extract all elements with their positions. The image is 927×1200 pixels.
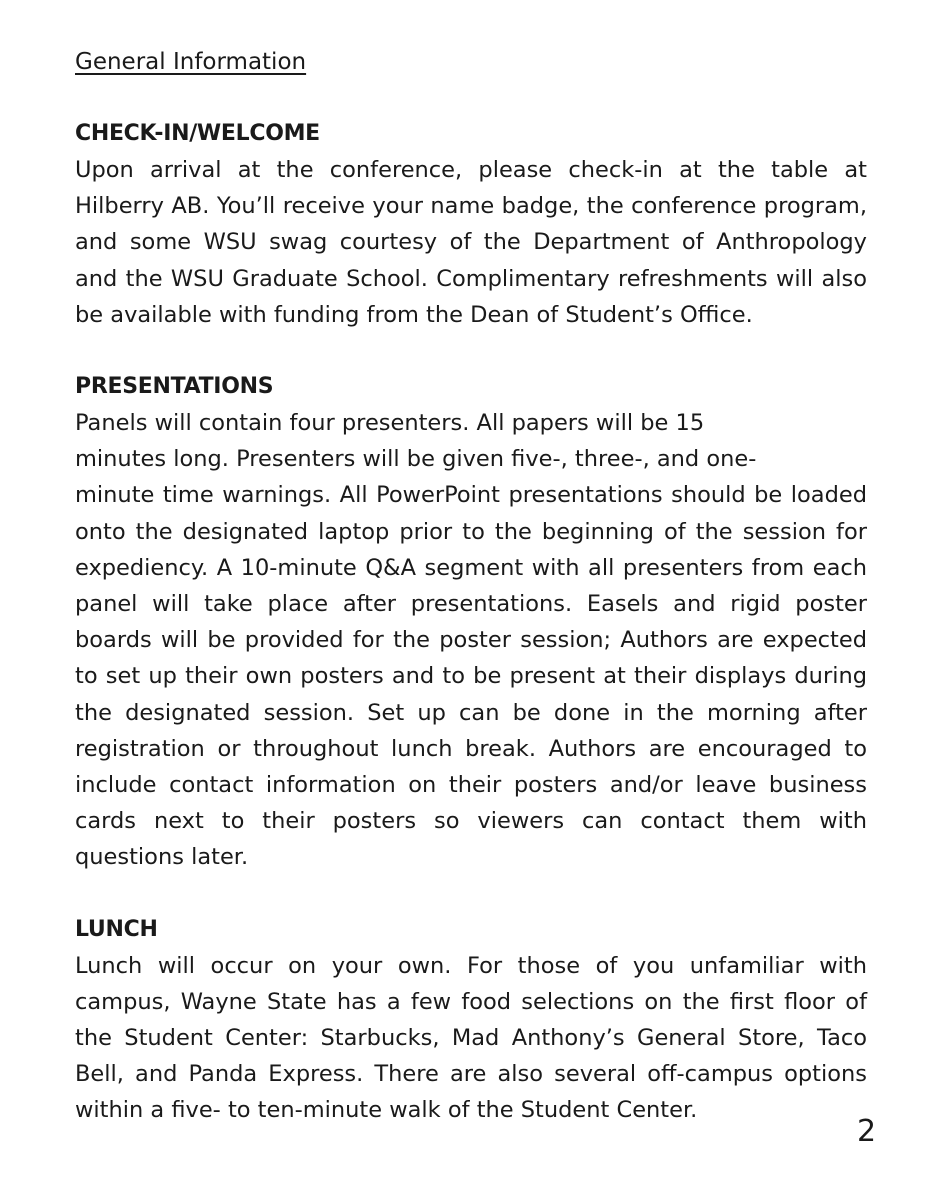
page-number: 2 bbox=[857, 1114, 877, 1149]
document-page bbox=[75, 44, 867, 1129]
section-body-presentations: minute time warnings. All PowerPoint presentations should be loaded onto the designated laptop prior to the beginning of the session for expediency. A 10-minute Q&A segment with all presenters from each panel will take place after presentations. Easels and rigid poster boards will be provided for the poster session; Authors are expected to set up their own posters and to be present at their displays during the designated session. Set up can be done in the morning after registration or throughout lunch break. Authors are encouraged to include contact information on their posters and/or leave business cards next to their posters so viewers can contact them with questions later. bbox=[75, 482, 867, 871]
section-body-presentations-line-1: Panels will contain four presenters. All papers will be 15 bbox=[75, 410, 705, 437]
section-body-lunch: Lunch will occur on your own. For those of you unfamiliar with campus, Wayne State has a few food selections on the first floor of the Student Center: Starbucks, Mad Anthony’s General Store, Taco Bell, and Panda Express. There are also several off-campus options within a five- to ten-minute walk of the Student Center. bbox=[75, 952, 867, 1124]
section-heading-check-in: CHECK-IN/WELCOME bbox=[75, 121, 320, 146]
page-title: General Information bbox=[75, 49, 307, 75]
section-presentations bbox=[75, 369, 867, 876]
section-heading-presentations: PRESENTATIONS bbox=[75, 374, 274, 400]
section-body-check-in: Upon arrival at the conference, please check-in at the table at Hilberry AB. You’ll receive your name badge, the conference program, and some WSU swag courtesy of the Department of Anthropology and the WSU Graduate School. Complimentary refreshments will also be available with funding from the Dean of Student’s Office. bbox=[75, 157, 867, 328]
section-body-presentations-line-2: minutes long. Presenters will be given five-, three-, and one- bbox=[75, 446, 757, 473]
section-heading-lunch: LUNCH bbox=[75, 916, 158, 942]
section-lunch bbox=[75, 912, 867, 1129]
section-check-in bbox=[75, 116, 867, 333]
